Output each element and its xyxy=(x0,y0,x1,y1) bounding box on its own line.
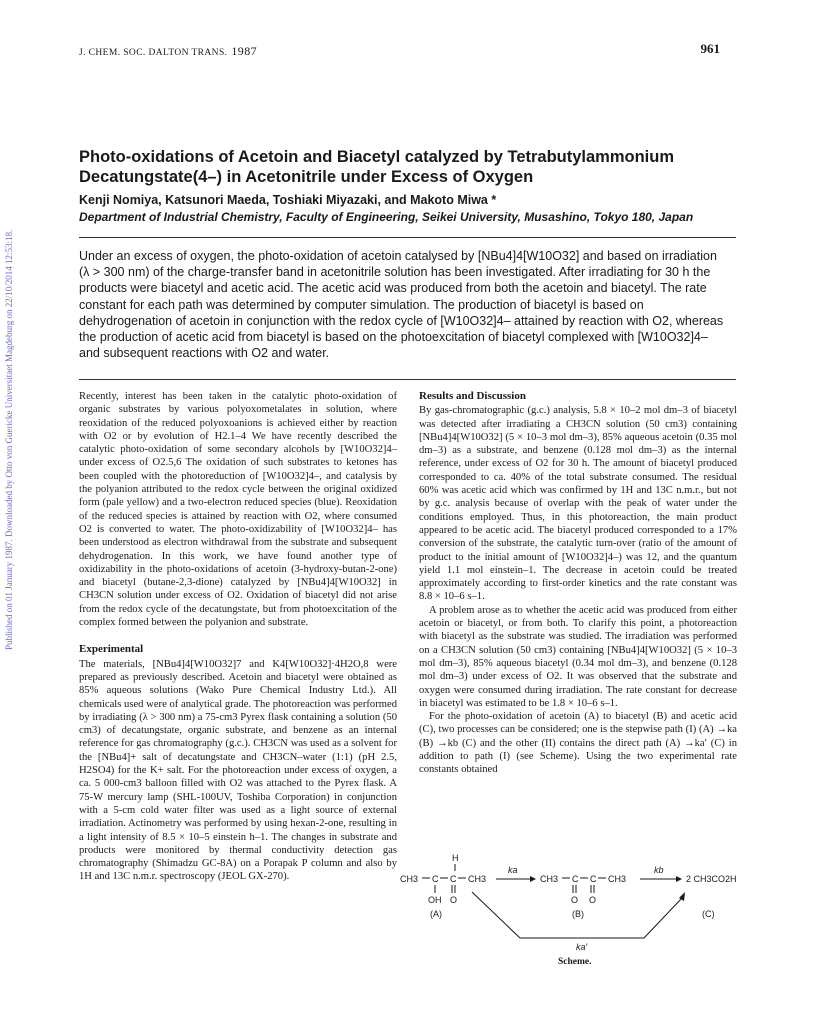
divider-bottom xyxy=(79,379,736,380)
scheme-a-c1: C xyxy=(432,874,439,884)
author-list: Kenji Nomiya, Katsunori Maeda, Toshiaki Miyazaki, and Makoto Miwa * xyxy=(79,193,497,207)
scheme-h-label: H xyxy=(452,853,459,863)
rate-constant-kb: kb xyxy=(654,865,664,875)
divider-top xyxy=(79,237,736,238)
scheme-a-oh: OH xyxy=(428,895,442,905)
scheme-a-ch3-left: CH3 xyxy=(400,874,419,884)
results-paragraph-2: A problem arose as to whether the acetic acid was produced from either acetoin or biacetyl, or from both. To clarify this point, a photoreaction with biacetyl as the substrate was studied. The irradiation was performed on a CH3CN solution (50 cm3) containing [NBu4]4[W10O32] (5 × 10–3 mol dm–3), 85% aqueous biacetyl (0.34 mol dm–3), and benzene (0.128 mol dm–3) under excess of O2. It was observed that the substrate and oxygen were consumed during irradiation. The rate constant for decrease in biacetyl was estimated to be 1.8 × 10–6 s–1. xyxy=(419,604,737,709)
scheme-b-o2: O xyxy=(589,895,597,905)
scheme-b-c2: C xyxy=(590,874,597,884)
download-notice-strip xyxy=(0,150,16,650)
article-title xyxy=(79,147,739,187)
scheme-caption: Scheme. xyxy=(558,957,592,967)
running-head xyxy=(79,44,257,59)
introduction-paragraph: Recently, interest has been taken in the catalytic photo-oxidation of organic substrates by various polyoxometalates in solution, where reoxidation of the reduced polyoxoanions is achieved either by reaction with O2 or by evolution of H2.1–4 We have recently described the catalytic photo-oxidation of some secondary alcohols by [W10O32]4– under excess of O2.5,6 The oxidation of such substrates to ketones has been coupled with the photoreduction of [W10O32]4–, and catalysis by the polyanion attributed to the redox cycle between the original oxidized form (pale yellow) and a two-electron reduced species (blue). Reoxidation of the reduced species is attained by reaction with O2, where consumed O2 is converted to water. The photo-oxidizability of [W10O32]4– has been understood as electron withdrawal from the substrate and subsequent dehydrogenation. In this work, we have found another type of oxidizability in the photo-oxidations of acetoin (3-hydroxy-butan-2-one) and biacetyl (butane-2,3-dione) catalyzed by [NBu4]4[W10O32] in CH3CN solution under excess of O2. Oxidation of biacetyl did not arise from the redox cycle of the decatungstate, but from photoexcitation of the complex formed between the polyanion and substrate. xyxy=(79,391,397,629)
scheme-a-o: O xyxy=(450,895,458,905)
title-line-1: Photo-oxidations of Acetoin and Biacetyl catalyzed by Tetrabutylammonium xyxy=(79,148,675,166)
scheme-b-c1: C xyxy=(572,874,579,884)
scheme-b-ch3-right: CH3 xyxy=(608,874,627,884)
left-column xyxy=(79,390,397,884)
rate-constant-ka: ka xyxy=(508,865,518,875)
results-paragraph-3: For the photo-oxidation of acetoin (A) to biacetyl (B) and acetic acid (C), two processes can be considered; one is the stepwise path (I) (A) →ka (B) →kb (C) and the other (II) contains the direct path (A) →ka′ (C) in addition to path (I) (see Scheme). Using the two experimental rate constants obtained xyxy=(419,711,737,776)
page-number: 961 xyxy=(700,41,720,56)
download-notice-label: Published on 01 January 1987. Downloaded by Otto von Guericke Universitaet Magdeburg on 22/10/2014 12:53:18. xyxy=(4,229,14,650)
abstract: Under an excess of oxygen, the photo-oxidation of acetoin catalysed by [NBu4]4[W10O32] and based on irradiation (λ > 300 nm) of the charge-transfer band in acetonitrile solution has been investigated. After irradiating for 30 h the products were biacetyl and acetic acid. The acetic acid was produced from both the acetoin and biacetyl. The rate constant for each path was determined by computer simulation. The production of biacetyl is based on dehydrogenation of acetoin in conjunction with the redox cycle of [W10O32]4– attained by reaction with O2, whereas the production of acetic acid from biacetyl is based on the photoexcitation of biacetyl complexed with [W10O32]4– and subsequent reactions with O2 and water. xyxy=(79,249,724,361)
scheme-a-c2: C xyxy=(450,874,457,884)
scheme-label-a: (A) xyxy=(430,909,442,919)
experimental-paragraph: The materials, [NBu4]4[W10O32]7 and K4[W10O32]·4H2O,8 were prepared as previously described. Acetoin and biacetyl were obtained as 85% aqueous solutions (Wako Pure Chemical Industry Ltd.). All chemicals used were of analytical grade. The photoreaction was performed by irradiating (λ > 300 nm) a 75-cm3 Pyrex flask containing a solution (50 cm3) of decatungstate, organic substrate, and benzene as an internal reference for gas chromatography (g.c.). CH3CN was used as a solvent for the [NBu4]+ salt of decatungstate and CH3CN–water (1:1) (pH 2.5, H2SO4) for the K+ salt. For the photoreaction under excess of oxygen, a ca. 5 000-cm3 balloon filled with O2 was attached to the Pyrex flask. A 75-W mercury lamp (SHL-100UV, Toshiba Corporation) in conjunction with a 5-cm cold water filter was used as a light source of external irradiation. Actinometry was performed by using hexan-2-one, resulting in a light intensity of 8.5 × 10–5 einstein h–1. The changes in substrate and products were monitored by thermal conductivity detection gas chromatography (Shimadzu GC-8A) on a Porapak P column and also by 1H and 13C n.m.r. spectroscopy (JEOL GX-270). xyxy=(79,658,397,883)
scheme-product: 2 CH3CO2H xyxy=(686,874,737,884)
scheme-b-o1: O xyxy=(571,895,579,905)
scheme-a-ch3-right: CH3 xyxy=(468,874,487,884)
results-paragraph-1: By gas-chromatographic (g.c.) analysis, 5.8 × 10–2 mol dm–3 of biacetyl was detected after irradiating a CH3CN solution (50 cm3) containing [NBu4]4[W10O32] (5 × 10–3 mol dm–3), 85% aqueous acetoin (0.35 mol dm–3) as a substrate, and benzene (0.128 mol dm–3) as the internal reference, under excess of O2 for 30 h. The amount of biacetyl produced corresponded to ca. 40% of the total substrate consumed. The residual 60% was acetic acid which was confirmed by 1H and 13C n.m.r., but not by g.c. analysis because of overlap with the peak of water under the conditions employed. Thus, in this photoreaction, the main product appeared to be acetic acid. The biacetyl produced corresponded to a 17% conversion of the substrate, the catalytic turn-over (ratio of the amount of product to the initial amount of [W10O32]4–) was 12, and the quantum yield 1.1 mol einstein–1. The decrease in acetoin could be treated approximately according to first-order kinetics and the rate constant was 8.8 × 10–6 s–1. xyxy=(419,405,737,603)
experimental-heading: Experimental xyxy=(79,643,144,656)
scheme-label-b: (B) xyxy=(572,909,584,919)
journal-year: 1987 xyxy=(231,44,258,58)
scheme-label-c: (C) xyxy=(702,909,715,919)
journal-name: J. CHEM. SOC. DALTON TRANS. xyxy=(79,48,228,58)
download-notice-text[interactable] xyxy=(0,150,16,650)
rate-constant-ka-prime: ka′ xyxy=(576,942,588,952)
right-column xyxy=(419,390,737,777)
scheme-b-ch3-left: CH3 xyxy=(540,874,559,884)
affiliation: Department of Industrial Chemistry, Faculty of Engineering, Seikei University, Musashino, Tokyo 180, Japan xyxy=(79,210,694,224)
results-heading: Results and Discussion xyxy=(419,390,526,402)
title-line-2: Decatungstate(4–) in Acetonitrile under Excess of Oxygen xyxy=(79,168,534,186)
